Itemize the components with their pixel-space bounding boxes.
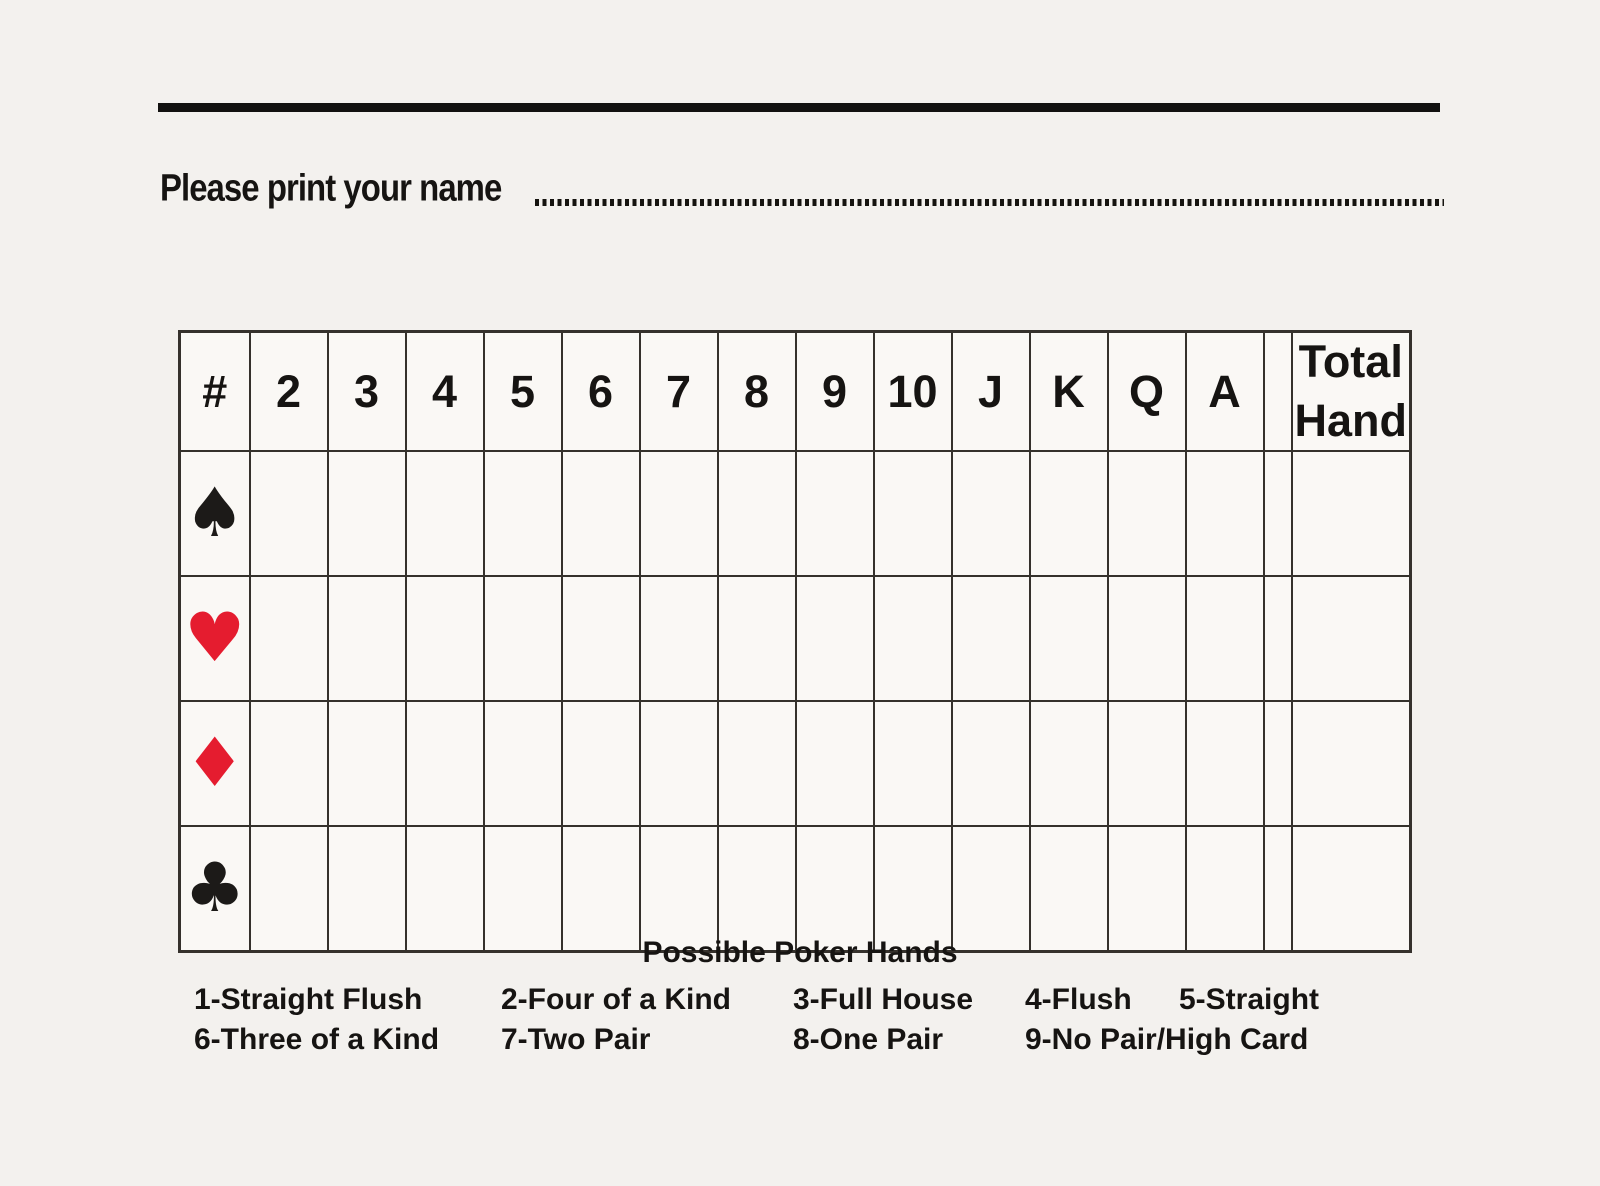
- club-icon: ♣: [184, 848, 246, 928]
- name-prompt-label: Please print your name: [160, 166, 502, 209]
- legend-hand-list: [194, 980, 1319, 1060]
- hand-straight-flush: 1-Straight Flush: [194, 983, 423, 1016]
- score-cell[interactable]: [562, 451, 640, 576]
- score-cell[interactable]: [796, 826, 874, 952]
- spacer-cell: [1264, 701, 1292, 826]
- score-cell[interactable]: [250, 451, 328, 576]
- score-cell[interactable]: [406, 576, 484, 701]
- rank-header-5: 5: [484, 332, 562, 452]
- score-cell[interactable]: [874, 701, 952, 826]
- spacer-header: [1264, 332, 1292, 452]
- name-row: [160, 166, 1444, 210]
- hand-flush: 4-Flush: [1025, 983, 1132, 1016]
- score-cell[interactable]: [484, 576, 562, 701]
- spacer-cell: [1264, 576, 1292, 701]
- rank-header-4: 4: [406, 332, 484, 452]
- score-cell[interactable]: [250, 701, 328, 826]
- score-cell[interactable]: [640, 576, 718, 701]
- score-cell[interactable]: [1108, 701, 1186, 826]
- suit-cell-club: [180, 826, 250, 952]
- suit-cell-heart: [180, 576, 250, 701]
- score-cell[interactable]: [952, 826, 1030, 952]
- heart-icon: ♥: [184, 598, 246, 678]
- score-cell[interactable]: [406, 701, 484, 826]
- score-cell[interactable]: [328, 826, 406, 952]
- hand-straight: 5-Straight: [1179, 983, 1320, 1016]
- hand-no-pair-high-card: 9-No Pair/High Card: [1025, 1023, 1309, 1056]
- suit-cell-diamond: [180, 701, 250, 826]
- score-cell[interactable]: [250, 826, 328, 952]
- score-cell[interactable]: [328, 701, 406, 826]
- table-row-diamonds: [180, 701, 1411, 826]
- score-cell[interactable]: [640, 451, 718, 576]
- score-cell[interactable]: [718, 701, 796, 826]
- score-cell[interactable]: [484, 451, 562, 576]
- rank-header-10: 10: [874, 332, 952, 452]
- rank-header-J: J: [952, 332, 1030, 452]
- hand-four-of-a-kind: 2-Four of a Kind: [501, 983, 731, 1016]
- score-cell[interactable]: [874, 451, 952, 576]
- rank-header-8: 8: [718, 332, 796, 452]
- hand-full-house: 3-Full House: [793, 983, 974, 1016]
- table-row-spades: [180, 451, 1411, 576]
- spacer-cell: [1264, 826, 1292, 952]
- score-cell[interactable]: [1108, 826, 1186, 952]
- spacer-cell: [1264, 451, 1292, 576]
- poker-score-table: [178, 330, 1412, 953]
- rank-header-A: A: [1186, 332, 1264, 452]
- rank-header-6: 6: [562, 332, 640, 452]
- score-cell[interactable]: [718, 576, 796, 701]
- score-cell[interactable]: [1030, 826, 1108, 952]
- name-fill-line[interactable]: [535, 199, 1444, 206]
- table-header-row: [180, 332, 1411, 452]
- score-cell[interactable]: [952, 576, 1030, 701]
- total-cell[interactable]: [1292, 451, 1411, 576]
- rank-header-Q: Q: [1108, 332, 1186, 452]
- rank-header-number: #: [180, 332, 250, 452]
- total-cell[interactable]: [1292, 826, 1411, 952]
- score-cell[interactable]: [718, 451, 796, 576]
- hand-three-of-a-kind: 6-Three of a Kind: [194, 1023, 440, 1056]
- score-cell[interactable]: [1108, 451, 1186, 576]
- score-cell[interactable]: [328, 451, 406, 576]
- score-cell[interactable]: [328, 576, 406, 701]
- suit-cell-spade: [180, 451, 250, 576]
- score-cell[interactable]: [952, 701, 1030, 826]
- score-cell[interactable]: [562, 576, 640, 701]
- rank-header-9: 9: [796, 332, 874, 452]
- score-cell[interactable]: [406, 826, 484, 952]
- rank-header-2: 2: [250, 332, 328, 452]
- score-cell[interactable]: [1186, 576, 1264, 701]
- score-cell[interactable]: [484, 826, 562, 952]
- rank-header-K: K: [1030, 332, 1108, 452]
- total-cell[interactable]: [1292, 701, 1411, 826]
- diamond-icon: ♦: [184, 723, 246, 803]
- score-cell[interactable]: [1030, 701, 1108, 826]
- hand-one-pair: 8-One Pair: [793, 1023, 944, 1056]
- score-cell[interactable]: [250, 576, 328, 701]
- hand-two-pair: 7-Two Pair: [501, 1023, 651, 1056]
- table-row-hearts: [180, 576, 1411, 701]
- score-cell[interactable]: [640, 826, 718, 952]
- score-cell[interactable]: [1108, 576, 1186, 701]
- score-cell[interactable]: [1186, 701, 1264, 826]
- rank-header-7: 7: [640, 332, 718, 452]
- legend-title: Possible Poker Hands: [642, 936, 958, 969]
- score-cell[interactable]: [1186, 826, 1264, 952]
- total-cell[interactable]: [1292, 576, 1411, 701]
- score-cell[interactable]: [640, 701, 718, 826]
- score-cell[interactable]: [874, 826, 952, 952]
- score-cell[interactable]: [1030, 451, 1108, 576]
- score-cell[interactable]: [796, 576, 874, 701]
- score-cell[interactable]: [874, 576, 952, 701]
- rank-header-3: 3: [328, 332, 406, 452]
- score-cell[interactable]: [1186, 451, 1264, 576]
- score-cell[interactable]: [484, 701, 562, 826]
- score-cell[interactable]: [562, 701, 640, 826]
- top-divider-rule: [158, 103, 1440, 112]
- total-hand-header: Total Hand: [1292, 332, 1411, 452]
- score-cell[interactable]: [406, 451, 484, 576]
- score-cell[interactable]: [1030, 576, 1108, 701]
- score-cell[interactable]: [796, 451, 874, 576]
- score-cell[interactable]: [718, 826, 796, 952]
- table-row-clubs: [180, 826, 1411, 952]
- score-cell[interactable]: [952, 451, 1030, 576]
- spade-icon: ♠: [184, 473, 246, 553]
- score-cell[interactable]: [562, 826, 640, 952]
- score-cell[interactable]: [796, 701, 874, 826]
